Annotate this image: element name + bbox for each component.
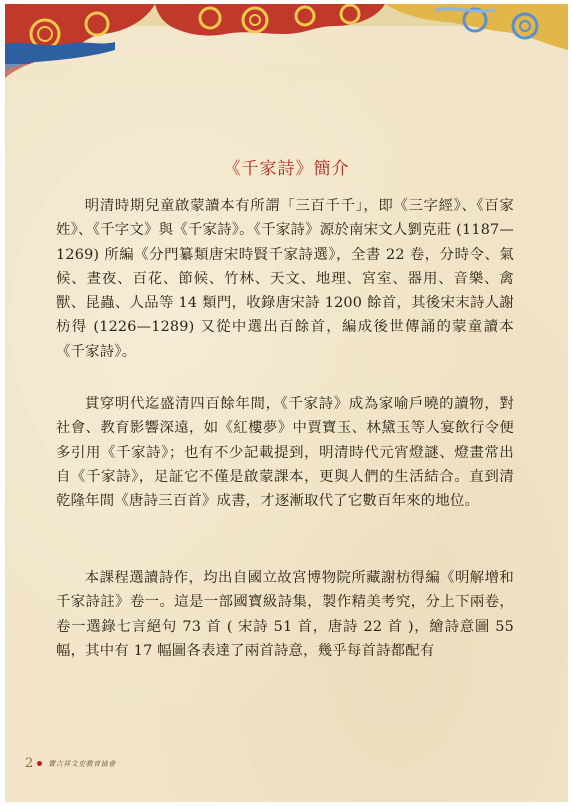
page-number: 2 bbox=[25, 756, 34, 771]
red-cloud-middle bbox=[155, 4, 385, 36]
paragraph-course: 本課程選讀詩作，均出自國立故宮博物院所藏謝枋得編《明解增和千家詩註》卷一。這是一部國寶級詩集，製作精美考究，分上下兩卷，卷一選錄七言絕句 73 首 ( 宋詩 51 首，唐詩 22 首 )，繪詩意圖 55 幅，其中有 17 幅圖各表達了兩首詩意，幾乎每首詩都配有 bbox=[56, 570, 514, 659]
document-page bbox=[5, 4, 568, 802]
page-footer bbox=[25, 756, 116, 771]
paragraph-history: 貫穿明代迄盛清四百餘年間，《千家詩》成為家喻戶曉的讀物，對社會、教育影響深遠，如《紅樓夢》中賈寶玉、林黛玉等人宴飲行令便多引用《千家詩》；也有不少記載提到，明清時代元宵燈謎、燈畫常出自《千家詩》，足証它不僅是啟蒙課本，更與人們的生活結合。直到清乾隆年間《唐詩三百首》成書，才逐漸取代了它數百年來的地位。 bbox=[56, 396, 514, 510]
cloud-banner bbox=[5, 4, 568, 84]
page-title: 《千家詩》簡介 bbox=[223, 159, 350, 179]
red-dot-icon bbox=[37, 761, 42, 766]
paragraph-intro: 明清時期兒童啟蒙讀本有所謂「三百千千」，即《三字經》、《百家姓》、《千字文》與《千家詩》。《千家詩》源於南宋文人劉克莊 (1187—1269) 所編《分門纂類唐宋時賢千家詩選》，全書 22 卷，分時令、氣候、晝夜、百花、節候、竹林、天文、地理、宮室、器用、音樂、禽獸、昆蟲、人品等 14 類門，收錄唐宋詩 1200 餘首，其後宋末詩人謝枋得 (1226—1289) 又從中選出百餘首，編成後世傳誦的蒙童讀本《千家詩》。 bbox=[56, 198, 514, 360]
publisher-name: 寶吉祥文史教育協會 bbox=[48, 759, 116, 768]
